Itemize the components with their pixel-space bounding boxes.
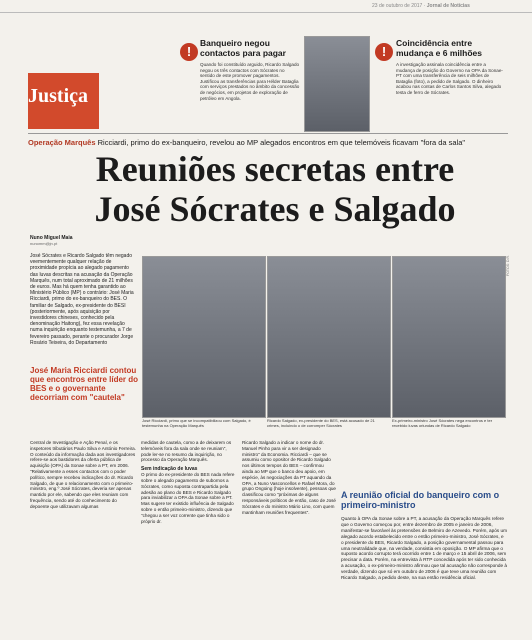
top-rule — [0, 12, 532, 13]
section-label: Justiça — [28, 85, 88, 107]
box-body: Quanto à OPA da Sonae sobre a PT, a acusação da Operação Marquês refere que o Governo começou por, entre dezembro de 2005 e janeiro de 2006, manifestar-se favorável às pretensões de Belmiro de Azevedo. Porém, após um alegado acordo estabelecido entre o então primeiro-ministro, José Sócrates, e o presidente do BES, Ricardo Salgado, a posição governamental passou para uma neutralidade que, na verdade, consistia em oposição. O MP afirma que o suposto acordo corrupto terá ocorrido entre 1 de março e 15 abril de 2006, sem precisar a data. Porém, na entrevista à RTP concedida após ter sido conhecida a acusação, o ex-primeiro-ministro afirmou que tal acusação não corresponde à verdade, dizendo que só em outubro de 2006 é que teve uma reunião com Ricardo Salgado, a pedido deste, na sua então residência oficial. — [341, 516, 507, 581]
lead-paragraph: José Sócrates e Ricardo Salgado têm negado veementemente qualquer relação de proximidade propícia ao alegado pagamento das luvas descritas na acusação da Operação Marquês, num total aproximado de 21 milhões de euros. Mas há quem tenha garantido ao Ministério Público (MP) o contrário: José Maria Ricciardi, primo do ex-banqueiro do BES. O familiar de Salgado, ex-presidente do BESI (posteriormente, após aquisição por investidores chineses, conhecido pela denominação Haitong), fez essa revelação numa inquirição enquanto testemunha, a 7 de fevereiro passado, perante o procurador Jorge Rosário Teixeira, do Departamento — [30, 253, 134, 346]
teaser-1-body: Quando foi constituído arguido, Ricardo Salgado negou os três contactos com Sócrates no sentido de este promover pagamentos. Justificou as transferências para Hélder Bataglia com serviços prestados no âmbito da concessão de negócios, em projetos de exploração de petróleo em Angola. — [200, 62, 300, 101]
author-name: Nuno Miguel Maia — [30, 235, 73, 241]
headline-line-1: Reuniões secretas entre — [95, 149, 455, 189]
headline-line-2: José Sócrates e Salgado — [94, 189, 456, 229]
box-title: A reunião oficial do banqueiro com o primeiro-ministro — [341, 490, 500, 510]
teaser-2-body: A investigação assinala coincidência entre a mudança de posição do Governo na OPA da Sonae-PT com uma transferência de seis milhões de Bataglia (foto), a pedido de Salgado. O dinheiro acabou nas contas de Carlos Santos Silva, alegado testa de ferro de Sócrates. — [396, 62, 503, 95]
column-2-text: medidas de cautela, como a de deixarem os telemóveis fora da sala onde se reuniam", pode ler-se no resumo da inquirição, no processo da Operação Marquês. — [141, 440, 232, 463]
caption-3: Ex-primeiro-ministro José Sócrates nega encontros e ter recebido luvas oriundas de Ricardo Salgado — [392, 418, 493, 428]
photo-socrates — [392, 256, 506, 418]
caption-1: José Ricciardi, primo que se incompatibilizou com Salgado, é testemunha na Operação Marquês — [142, 418, 251, 428]
teaser-2-title: Coincidência entre mudança e 6 milhões — [396, 38, 482, 58]
author-email: nunomm@jn.pt — [30, 241, 58, 246]
caption-2: Ricardo Salgado, ex-presidente do BES, está acusado de 21 crimes, incluindo o de corromper Sócrates — [267, 418, 375, 428]
divider — [28, 133, 508, 134]
teaser-1-photo — [304, 36, 370, 132]
column-1: Central de Investigação e Ação Penal, e os inspetores tributários Paulo Silva e António Ferreira. O conteúdo da informação dada aos investigadores refere-se aos bastidores da oferta pública de aquisição (OPA) da Sonae sobre a PT, em 2006. "Relativamente a esses contactos com o poder político, sempre recebeu indicações do dr. Ricardo Salgado, de que o relacionamento com o primeiro-ministro, eng.º José Sócrates, deveria ser apenas mantido por ele, sabendo que eles reuniam com frequência, sendo até do conhecimento do depoente que utilizavam algumas — [30, 440, 136, 509]
column-2-text-b: O primo do ex-presidente do BES nada refere sobre o alegado pagamento de subornos a Sócrates, como suposta contrapartida pela adesão ao plano do BES e Ricardo Salgado para inviabilizar a OPA da Sonae sobre a PT. Mas sugere ter existido influência de Salgado sobre o então primeiro-ministro, dizendo que "chegou a ser voz corrente que tinha sido o próprio dr. — [141, 472, 235, 524]
photo-salgado — [267, 256, 391, 418]
teaser-1-title: Banqueiro negou contactos para pagar — [200, 38, 286, 58]
photo-ricciardi — [142, 256, 266, 418]
column-3: Ricardo Salgado a indicar o nome do dr. Manuel Pinho para vir a ser designado ministro" da Economia. Ricciardi – que se assumiu como opositor de Ricardo Salgado nos últimos tempos do BES – confirmou ainda ao MP que o banco deu apoio, em espécie, às negociações da PT aquando da OPA, a Nuno Vasconcellos e Rafael Mora, do grupo Ongoing (hoje insolvente), pessoas que classificou como "próximas de alguns responsáveis políticos de então, caso de José Sócrates e do ministro Mário Lino, com quem mantinham reuniões frequentes". — [242, 440, 336, 515]
page-date: 23 de outubro de 2017 · Jornal de Notícias — [372, 3, 470, 9]
kicker: Operação Marquês Ricciardi, primo do ex-banqueiro, revelou ao MP alegados encontros em que telemóveis ficavam "fora da sala" — [28, 138, 466, 147]
column-2 — [141, 440, 237, 636]
column-2-heading: Sem indicação de luvas — [141, 466, 198, 473]
photo-credit: FOTOS: D.R. — [506, 255, 510, 276]
headline — [30, 149, 520, 229]
pull-quote: José Maria Ricciardi contou que encontros entre líder do BES e o governante decorriam com "cautela" — [30, 366, 139, 402]
exclamation-icon: ! — [180, 43, 198, 61]
exclamation-icon: ! — [375, 43, 393, 61]
